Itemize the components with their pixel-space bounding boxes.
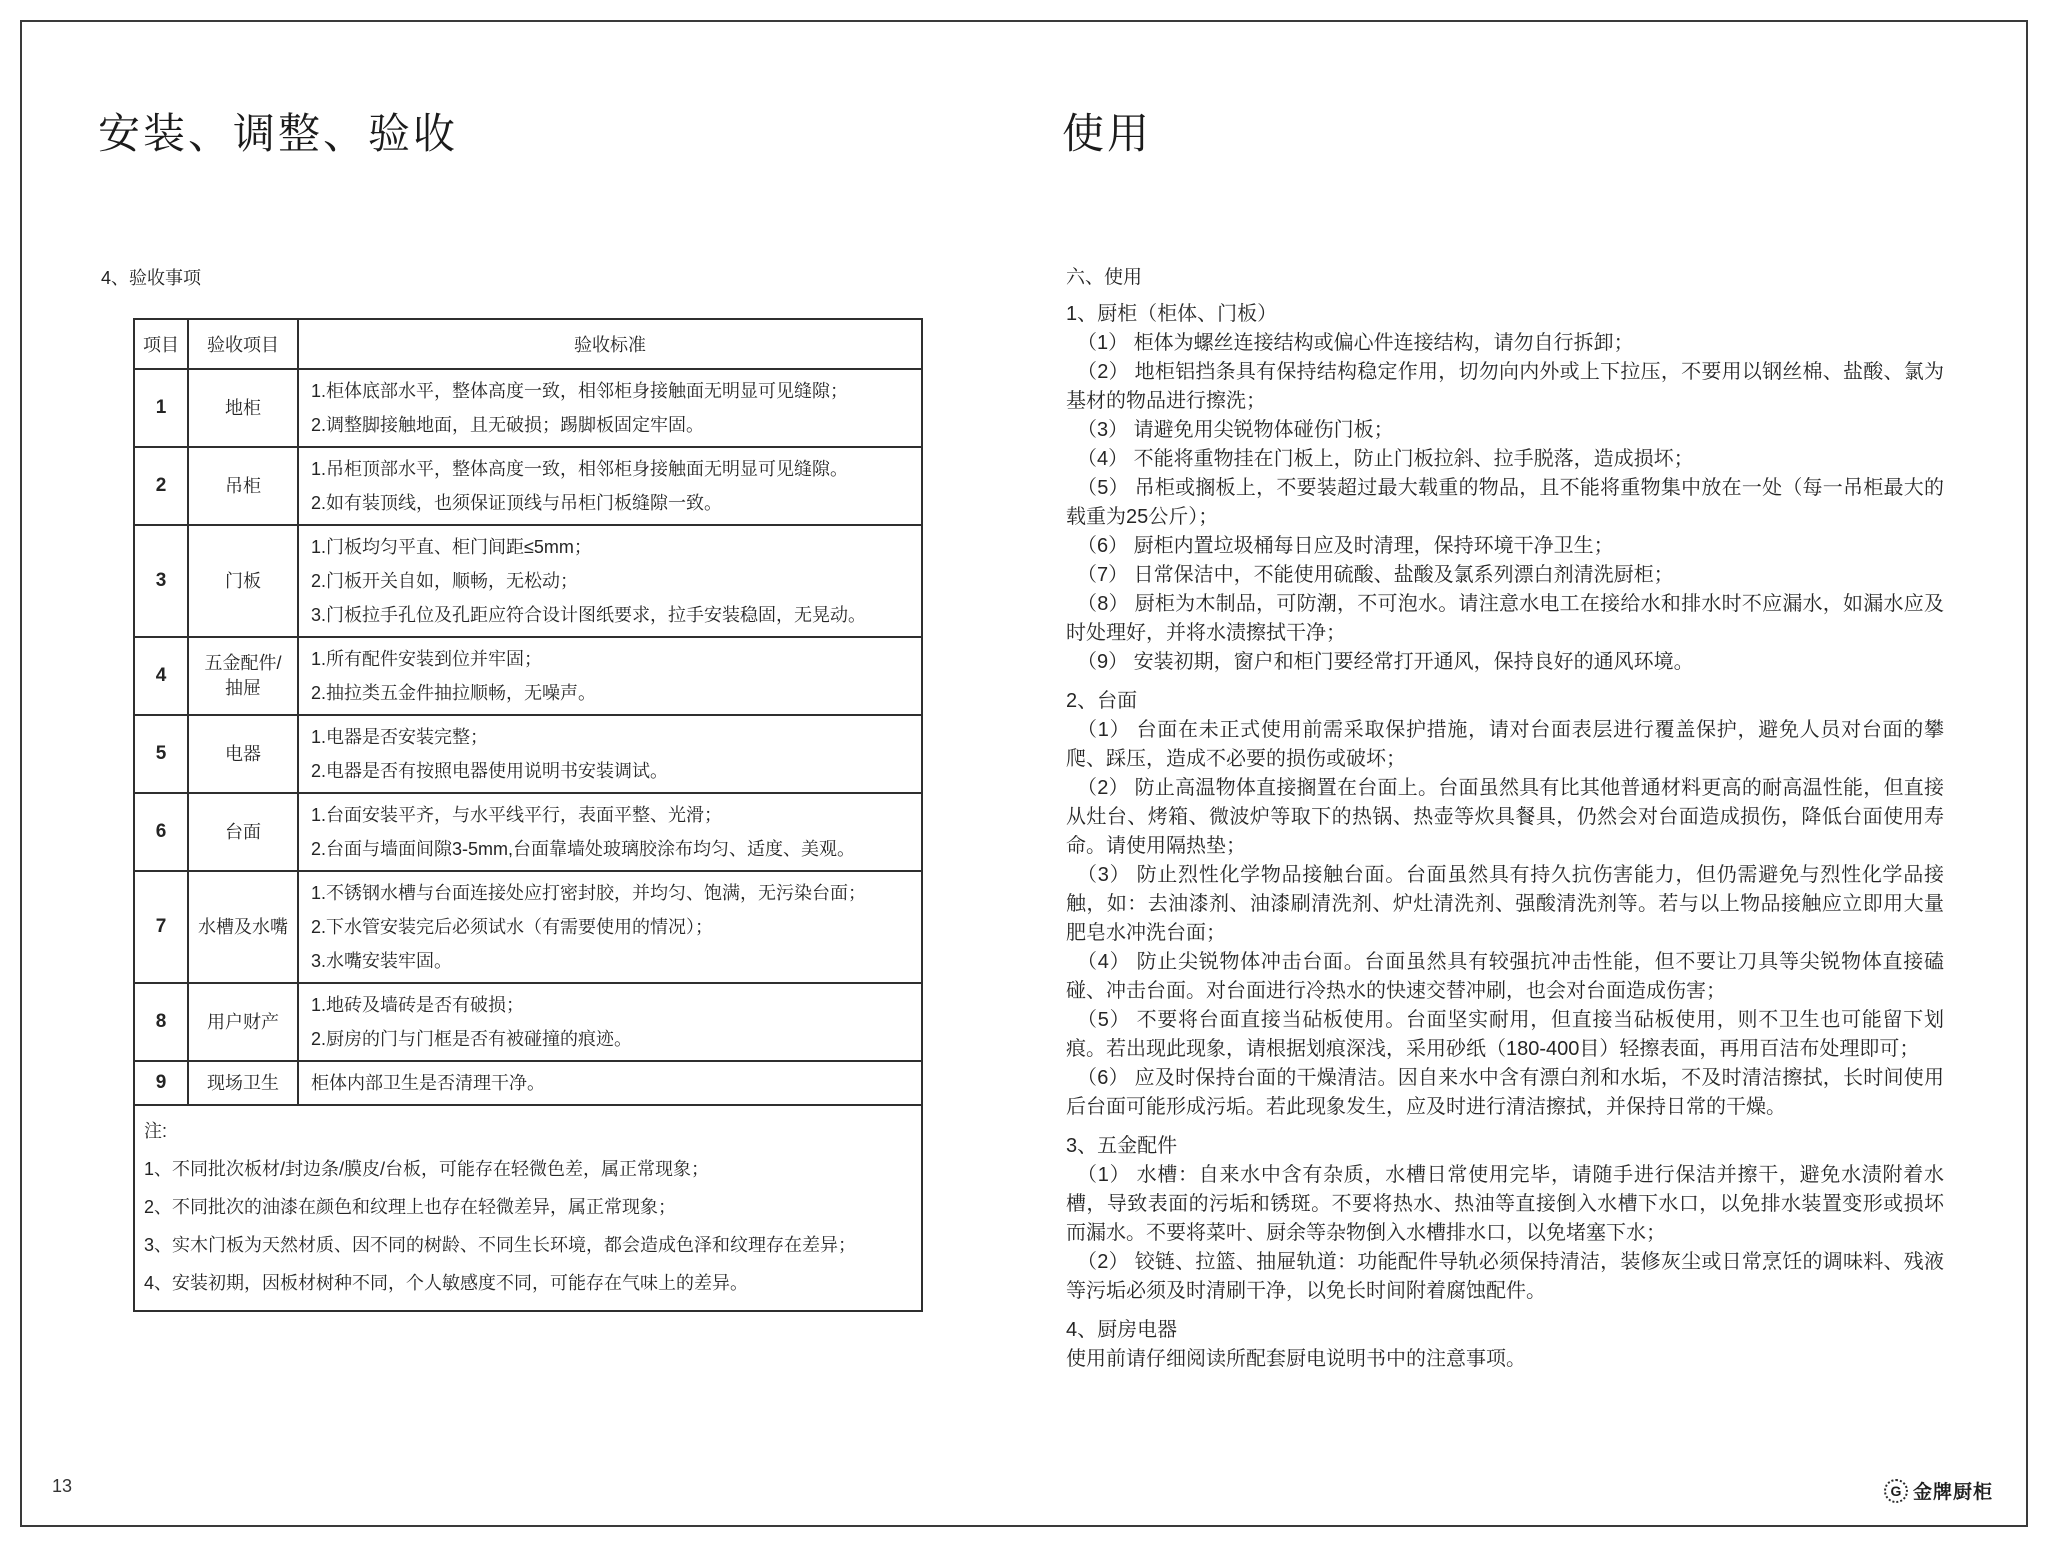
usage-item: （3） 防止烈性化学物品接触台面。台面虽然具有持久抗伤害能力，但仍需避免与烈性化学品接触，如：去油漆剂、油漆刷清洗剂、炉灶清洗剂、强酸清洗剂等。若与以上物品接触应立即用大量肥皂水冲洗台面； <box>1066 864 1944 944</box>
right-page-title: 使用 <box>1062 110 1153 157</box>
row-item: 现场卫生 <box>188 1061 298 1105</box>
usage-item: （8） 厨柜为木制品，可防潮，不可泡水。请注意水电工在接给水和排水时不应漏水，如漏水应及时处理好，并将水渍擦拭干净； <box>1066 593 1944 644</box>
table-row <box>134 983 922 1061</box>
standard-line: 1.地砖及墙砖是否有破损； <box>311 995 525 1015</box>
standard-line: 1.电器是否安装完整； <box>311 727 489 747</box>
usage-block-countertop <box>1066 687 1944 1122</box>
usage-item: （1） 台面在未正式使用前需采取保护措施，请对台面表层进行覆盖保护，避免人员对台面的攀爬、踩压，造成不必要的损伤或破坏； <box>1066 719 1944 770</box>
usage-item: （6） 厨柜内置垃圾桶每日应及时清理，保持环境干净卫生； <box>1077 535 1614 557</box>
standard-line: 3.水嘴安装牢固。 <box>311 951 453 971</box>
row-standard <box>298 871 922 983</box>
usage-item: 使用前请仔细阅读所配套厨电说明书中的注意事项。 <box>1066 1348 1526 1370</box>
row-no: 6 <box>134 793 188 871</box>
usage-block-heading: 4、厨房电器 <box>1066 1319 1178 1341</box>
usage-item: （6） 应及时保持台面的干燥清洁。因自来水中含有漂白剂和水垢，不及时清洁擦拭，长时间使用后台面可能形成污垢。若此现象发生，应及时进行清洁擦拭，并保持日常的干燥。 <box>1066 1067 1944 1118</box>
note-line: 4、安装初期，因板材树种不同，个人敏感度不同，可能存在气味上的差异。 <box>144 1273 749 1293</box>
usage-text-body <box>1066 300 1944 1374</box>
table-row <box>134 1061 922 1105</box>
brand-name: 金牌厨柜 <box>1913 1482 1994 1503</box>
table-row <box>134 793 922 871</box>
standard-line: 2.门板开关自如，顺畅，无松动； <box>311 571 579 591</box>
row-standard <box>298 369 922 447</box>
header-acceptance-item: 验收项目 <box>188 319 298 369</box>
table-row <box>134 369 922 447</box>
table-row <box>134 637 922 715</box>
note-line: 1、不同批次板材/封边条/膜皮/台板，可能存在轻微色差，属正常现象； <box>144 1159 710 1179</box>
usage-block-cabinet <box>1066 300 1944 677</box>
row-no: 7 <box>134 871 188 983</box>
standard-line: 2.调整脚接触地面，且无破损；踢脚板固定牢固。 <box>311 415 705 435</box>
usage-item: （2） 铰链、拉篮、抽屉轨道：功能配件导轨必须保持清洁，装修灰尘或日常烹饪的调味料、残液等污垢必须及时清刷干净，以免长时间附着腐蚀配件。 <box>1066 1251 1944 1302</box>
table-notes <box>134 1105 922 1311</box>
usage-item: （1） 水槽：自来水中含有杂质，水槽日常使用完毕，请随手进行保洁并擦干，避免水渍附着水槽，导致表面的污垢和锈斑。不要将热水、热油等直接倒入水槽下水口，以免排水装置变形或损坏而漏水。不要将菜叶、厨余等杂物倒入水槽排水口，以免堵塞下水； <box>1066 1164 1944 1244</box>
standard-line: 2.下水管安装完后必须试水（有需要使用的情况）； <box>311 917 714 937</box>
row-no: 9 <box>134 1061 188 1105</box>
row-no: 3 <box>134 525 188 637</box>
usage-item: （3） 请避免用尖锐物体碰伤门板； <box>1077 419 1394 441</box>
usage-item: （7） 日常保洁中，不能使用硫酸、盐酸及氯系列漂白剂清洗厨柜； <box>1077 564 1674 586</box>
row-item: 台面 <box>188 793 298 871</box>
table-row <box>134 871 922 983</box>
table-row <box>134 447 922 525</box>
usage-block-appliances <box>1066 1316 1944 1374</box>
row-standard <box>298 1061 922 1105</box>
brand-logo <box>1884 1477 1993 1504</box>
standard-line: 2.抽拉类五金件抽拉顺畅，无噪声。 <box>311 683 597 703</box>
row-standard <box>298 525 922 637</box>
row-standard <box>298 793 922 871</box>
row-standard <box>298 637 922 715</box>
usage-item: （1） 柜体为螺丝连接结构或偏心件连接结构，请勿自行拆卸； <box>1077 332 1634 354</box>
header-item-no: 项目 <box>134 319 188 369</box>
table-row <box>134 715 922 793</box>
left-page-title: 安装、调整、验收 <box>98 110 459 157</box>
row-standard <box>298 983 922 1061</box>
usage-item: （2） 防止高温物体直接搁置在台面上。台面虽然具有比其他普通材料更高的耐高温性能，但直接从灶台、烤箱、微波炉等取下的热锅、热壶等炊具餐具，仍然会对台面造成损伤，降低台面使用寿命。请使用隔热垫； <box>1066 777 1944 857</box>
usage-item: （5） 不要将台面直接当砧板使用。台面坚实耐用，但直接当砧板使用，则不卫生也可能留下划痕。若出现此现象，请根据划痕深浅，采用砂纸（180-400目）轻擦表面，再用百洁布处理即可； <box>1066 1009 1944 1060</box>
table-row <box>134 525 922 637</box>
usage-item: （4） 不能将重物挂在门板上，防止门板拉斜、拉手脱落，造成损坏； <box>1077 448 1694 470</box>
standard-line: 2.厨房的门与门框是否有被碰撞的痕迹。 <box>311 1029 633 1049</box>
notes-label: 注: <box>144 1121 168 1141</box>
row-standard <box>298 447 922 525</box>
standard-line: 1.不锈钢水槽与台面连接处应打密封胶，并均匀、饱满，无污染台面； <box>311 883 867 903</box>
row-no: 5 <box>134 715 188 793</box>
standard-line: 柜体内部卫生是否清理干净。 <box>311 1073 545 1093</box>
row-item: 用户财产 <box>188 983 298 1061</box>
table-header-row <box>134 319 922 369</box>
standard-line: 2.如有装顶线，也须保证顶线与吊柜门板缝隙一致。 <box>311 493 723 513</box>
right-section-label: 六、使用 <box>1066 267 1143 288</box>
standard-line: 1.吊柜顶部水平，整体高度一致，相邻柜身接触面无明显可见缝隙。 <box>311 459 849 479</box>
standard-line: 1.柜体底部水平，整体高度一致，相邻柜身接触面无明显可见缝隙； <box>311 381 849 401</box>
row-item: 水槽及水嘴 <box>188 871 298 983</box>
row-item: 地柜 <box>188 369 298 447</box>
acceptance-table <box>133 318 923 1312</box>
page-number: 13 <box>52 1476 73 1496</box>
row-no: 2 <box>134 447 188 525</box>
left-section-label: 4、验收事项 <box>101 268 202 288</box>
standard-line: 1.所有配件安装到位并牢固； <box>311 649 543 669</box>
row-standard <box>298 715 922 793</box>
note-line: 3、实木门板为天然材质、因不同的树龄、不同生长环境，都会造成色泽和纹理存在差异； <box>144 1235 857 1255</box>
usage-block-hardware <box>1066 1132 1944 1306</box>
row-item: 五金配件/抽屉 <box>188 637 298 715</box>
standard-line: 2.台面与墙面间隙3-5mm,台面靠墙处玻璃胶涂布均匀、适度、美观。 <box>311 839 856 859</box>
usage-item: （9） 安装初期，窗户和柜门要经常打开通风，保持良好的通风环境。 <box>1077 651 1694 673</box>
header-acceptance-standard: 验收标准 <box>298 319 922 369</box>
usage-block-heading: 2、台面 <box>1066 690 1138 712</box>
row-no: 8 <box>134 983 188 1061</box>
standard-line: 2.电器是否有按照电器使用说明书安装调试。 <box>311 761 669 781</box>
usage-item: （5） 吊柜或搁板上，不要装超过最大载重的物品，且不能将重物集中放在一处（每一吊柜最大的载重为25公斤）； <box>1066 477 1944 528</box>
row-no: 4 <box>134 637 188 715</box>
table-notes-row <box>134 1105 922 1311</box>
row-no: 1 <box>134 369 188 447</box>
standard-line: 1.台面安装平齐，与水平线平行，表面平整、光滑； <box>311 805 723 825</box>
row-item: 吊柜 <box>188 447 298 525</box>
row-item: 门板 <box>188 525 298 637</box>
row-item: 电器 <box>188 715 298 793</box>
usage-block-heading: 3、五金配件 <box>1066 1135 1178 1157</box>
standard-line: 1.门板均匀平直、柜门间距≤5mm； <box>311 537 592 557</box>
standard-line: 3.门板拉手孔位及孔距应符合设计图纸要求，拉手安装稳固，无晃动。 <box>311 605 867 625</box>
usage-block-heading: 1、厨柜（柜体、门板） <box>1066 303 1278 325</box>
usage-item: （2） 地柜铝挡条具有保持结构稳定作用，切勿向内外或上下拉压，不要用以钢丝棉、盐酸、氯为基材的物品进行擦洗； <box>1066 361 1944 412</box>
note-line: 2、不同批次的油漆在颜色和纹理上也存在轻微差异，属正常现象； <box>144 1197 677 1217</box>
brand-g-icon: G <box>1884 1479 1908 1503</box>
usage-item: （4） 防止尖锐物体冲击台面。台面虽然具有较强抗冲击性能，但不要让刀具等尖锐物体直接磕碰、冲击台面。对台面进行冷热水的快速交替冲刷，也会对台面造成伤害； <box>1066 951 1944 1002</box>
